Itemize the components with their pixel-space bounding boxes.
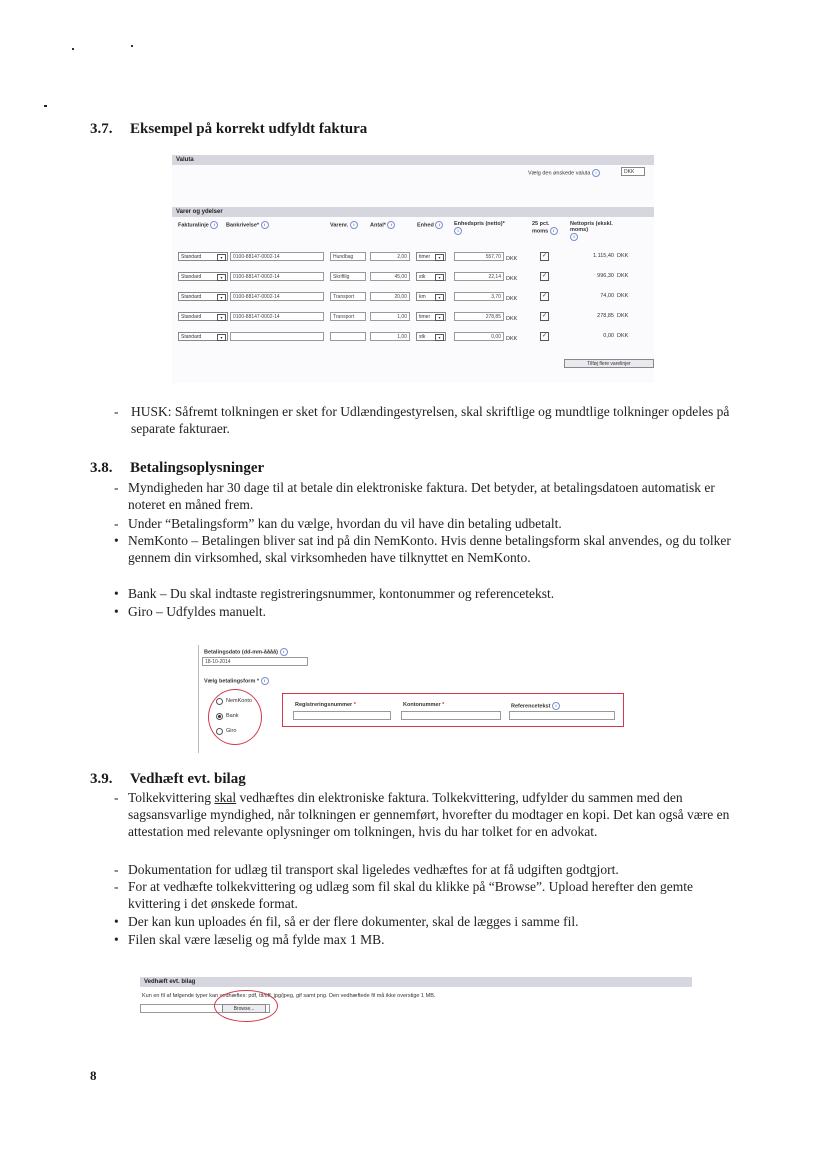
price-currency: DKK <box>506 276 518 282</box>
bank-input[interactable]: 0100-88147-0002-14 <box>230 292 324 301</box>
chevron-down-icon: ▾ <box>217 294 226 301</box>
vat-checkbox[interactable]: ✓ <box>541 333 548 339</box>
section-heading-3-7: 3.7. Eksempel på korrekt udfyldt faktura <box>90 121 368 137</box>
list-marker: • <box>114 586 119 601</box>
antal-input[interactable]: 45,00 <box>370 272 410 281</box>
list-item: - Dokumentation for udlæg til transport skal ligeledes vedhæftes for at få udgiften godtgjort. <box>114 862 619 877</box>
info-icon: i <box>261 221 269 229</box>
payment-screenshot: Betalingsdato (dd-mm-åååå) i 18-10-2014 Vælg betalingsform * i NemKonto Bank Giro Registreringsnummer * Kontonummer * Referencetekst i <box>198 645 630 753</box>
chevron-down-icon: ▾ <box>217 254 226 261</box>
bank-input[interactable]: 0100-88147-0002-14 <box>230 252 324 261</box>
antal-input[interactable]: 2,00 <box>370 252 410 261</box>
price-currency: DKK <box>506 296 518 302</box>
info-icon: i <box>454 227 462 235</box>
info-icon: i <box>550 227 558 235</box>
attach-info: Kun en fil af følgende typer kan vedhæftes: pdf, tif/tiff, jpg/jpeg, gif samt png. Den vedhæftede fil må ikke overstige 1 MB. <box>142 993 436 999</box>
total-currency: DKK <box>617 293 629 299</box>
varenr-input[interactable] <box>330 332 366 341</box>
date-label: Betalingsdato (dd-mm-åååå) <box>204 649 278 656</box>
valuta-select[interactable]: DKK <box>621 167 645 176</box>
radio-label: NemKonto <box>226 698 252 704</box>
list-item: - For at vedhæfte tolkekvittering og udlæg som fil skal du klikke på “Browse”. Upload herefter den gemte kvittering i det ønskede format. <box>114 879 693 911</box>
scan-dot <box>44 105 47 107</box>
konto-label: Kontonummer <box>403 702 441 708</box>
header-antal: Antal* i <box>370 221 395 229</box>
price-currency: DKK <box>506 336 518 342</box>
header-nettopris: Nettopris (ekskl. moms) i <box>570 221 613 239</box>
info-icon: i <box>387 221 395 229</box>
chevron-down-icon: ▾ <box>435 334 444 341</box>
header-bankrivelse: Bankrivelse* i <box>226 221 269 229</box>
list-marker: • <box>114 604 119 619</box>
browse-button[interactable]: Browse... <box>222 1004 266 1013</box>
header-enhedspris: Enhedspris (netto)* i <box>454 221 505 233</box>
antal-input[interactable]: 1,00 <box>370 332 410 341</box>
info-icon: i <box>350 221 358 229</box>
bank-fields-highlight: Registreringsnummer * Kontonummer * Referencetekst i <box>282 693 624 727</box>
husk-note: - HUSK: Såfremt tolkningen er sket for Udlændingestyrelsen, skal skriftlige og mundtlige tolkninger opdeles på separate fakturaer. <box>114 404 730 436</box>
line-total: 0,00 <box>603 333 614 339</box>
attach-bar: Vedhæft evt. bilag <box>140 977 692 987</box>
total-currency: DKK <box>617 253 629 259</box>
lines-bar: Varer og ydelser <box>172 207 654 217</box>
list-item: • Filen skal være læselig og må fylde max 1 MB. <box>114 932 385 947</box>
price-input[interactable]: 3,70 <box>454 292 504 301</box>
radio-label: Bank <box>226 713 239 719</box>
page-number: 8 <box>90 1068 97 1083</box>
scan-dot <box>72 48 74 50</box>
line-type-select[interactable]: Standard ▾ <box>178 312 228 321</box>
info-icon: i <box>261 677 269 685</box>
varenr-input[interactable]: Hundbag <box>330 252 366 261</box>
ref-label: Referencetekst <box>511 703 551 710</box>
chevron-down-icon: ▾ <box>217 274 226 281</box>
list-marker: - <box>114 516 119 531</box>
enhed-select[interactable]: stk ▾ <box>416 272 446 281</box>
list-marker: - <box>114 790 119 805</box>
reg-input[interactable] <box>293 711 391 720</box>
header-varenr: Varenr. i <box>330 221 358 229</box>
valuta-label: Vælg den ønskede valuta <box>528 170 591 177</box>
info-icon: i <box>570 233 578 241</box>
antal-input[interactable]: 1,00 <box>370 312 410 321</box>
enhed-select[interactable]: stk ▾ <box>416 332 446 341</box>
konto-input[interactable] <box>401 711 501 720</box>
line-type-select[interactable]: Standard ▾ <box>178 252 228 261</box>
header-enhed: Enhed i <box>417 221 443 229</box>
list-item: • NemKonto – Betalingen bliver sat ind på din NemKonto. Hvis denne betalingsform skal anvendes, og du tolker gennem din virksomhed, skal virksomheden have tilknyttet en NemKonto. <box>114 533 731 565</box>
bank-input[interactable]: 0100-88147-0002-14 <box>230 272 324 281</box>
line-total: 996,30 <box>597 273 614 279</box>
payment-form-label: Vælg betalingsform <box>204 678 256 685</box>
antal-input[interactable]: 20,00 <box>370 292 410 301</box>
varenr-input[interactable]: Transport <box>330 292 366 301</box>
info-icon: i <box>435 221 443 229</box>
list-marker: • <box>114 914 119 929</box>
date-input[interactable]: 18-10-2014 <box>202 657 308 666</box>
vat-checkbox[interactable]: ✓ <box>541 293 548 299</box>
vat-checkbox[interactable]: ✓ <box>541 273 548 279</box>
price-input[interactable]: 0,00 <box>454 332 504 341</box>
price-input[interactable]: 22,14 <box>454 272 504 281</box>
list-item: - Myndigheden har 30 dage til at betale din elektroniske faktura. Det betyder, at betalingsdatoen automatisk er noteret en måned frem. <box>114 480 715 512</box>
vat-checkbox[interactable]: ✓ <box>541 313 548 319</box>
list-marker: • <box>114 932 119 947</box>
header-fakturalinje: Fakturalinje i <box>178 221 218 229</box>
enhed-select[interactable]: timer ▾ <box>416 312 446 321</box>
bank-input[interactable]: 0100-88147-0002-14 <box>230 312 324 321</box>
list-item: - Tolkekvittering skal vedhæftes din elektroniske faktura. Tolkekvittering, udfylder du sammen med den sagsansvarlige myndighed, når tolkningen er gennemført, hvorefter du modtager en kopi. Det kan også være en attestation med relevante oplysninger om tolkningen, hvis du har tolket for en advokat. <box>114 790 730 839</box>
valuta-bar: Valuta <box>172 155 654 165</box>
vat-checkbox[interactable]: ✓ <box>541 253 548 259</box>
info-icon: i <box>592 169 600 177</box>
chevron-down-icon: ▾ <box>217 314 226 321</box>
list-item: • Bank – Du skal indtaste registreringsnummer, kontonummer og referencetekst. <box>114 586 555 601</box>
price-input[interactable]: 278,85 <box>454 312 504 321</box>
chevron-down-icon: ▾ <box>435 254 444 261</box>
highlight-circle <box>214 990 278 1022</box>
section-heading-3-8: 3.8. Betalingsoplysninger <box>90 460 265 476</box>
line-type-select[interactable]: Standard ▾ <box>178 272 228 281</box>
line-type-select[interactable]: Standard ▾ <box>178 292 228 301</box>
list-item: - Under “Betalingsform” kan du vælge, hvordan du vil have din betaling udbetalt. <box>114 516 562 531</box>
price-currency: DKK <box>506 256 518 262</box>
header-moms: 25 pct. moms i <box>532 221 566 235</box>
chevron-down-icon: ▾ <box>217 334 226 341</box>
line-total: 278,85 <box>597 313 614 319</box>
total-currency: DKK <box>617 273 629 279</box>
bank-input[interactable] <box>230 332 324 341</box>
enhed-select[interactable]: km ▾ <box>416 292 446 301</box>
total-currency: DKK <box>617 313 629 319</box>
line-total: 74,00 <box>600 293 614 299</box>
varenr-input[interactable]: Skriftlig <box>330 272 366 281</box>
price-input[interactable]: 557,70 <box>454 252 504 261</box>
info-icon: i <box>210 221 218 229</box>
line-total: 1.115,40 <box>592 253 614 259</box>
reg-label: Registreringsnummer <box>295 702 353 708</box>
list-marker: - <box>114 480 119 495</box>
chevron-down-icon: ▾ <box>435 274 444 281</box>
attach-screenshot <box>140 977 692 1023</box>
list-item: • Der kan kun uploades én fil, så er der flere dokumenter, skal de lægges i samme fil. <box>114 914 579 929</box>
info-icon: i <box>552 702 560 710</box>
chevron-down-icon: ▾ <box>435 314 444 321</box>
section-heading-3-9: 3.9. Vedhæft evt. bilag <box>90 771 246 787</box>
list-marker: • <box>114 533 119 548</box>
highlight-circle <box>208 689 262 745</box>
line-type-select[interactable]: Standard ▾ <box>178 332 228 341</box>
total-currency: DKK <box>617 333 629 339</box>
radio-label: Giro <box>226 728 237 734</box>
invoice-screenshot <box>172 155 654 383</box>
list-marker: - <box>114 879 119 894</box>
ref-input[interactable] <box>509 711 615 720</box>
price-currency: DKK <box>506 316 518 322</box>
info-icon: i <box>280 648 288 656</box>
add-lines-button[interactable]: Tilføj flere varelinjer <box>564 359 654 368</box>
enhed-select[interactable]: timer ▾ <box>416 252 446 261</box>
list-marker: - <box>114 862 119 877</box>
varenr-input[interactable]: Transport <box>330 312 366 321</box>
chevron-down-icon: ▾ <box>435 294 444 301</box>
scan-dot <box>131 45 133 47</box>
list-item: • Giro – Udfyldes manuelt. <box>114 604 266 619</box>
